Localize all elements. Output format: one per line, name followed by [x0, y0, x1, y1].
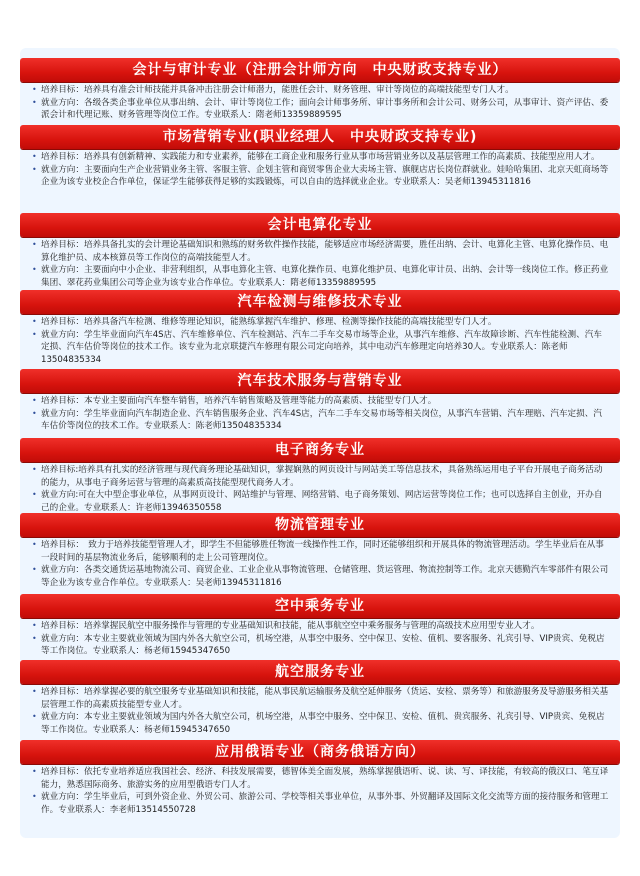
- program-section: [20, 213, 620, 289]
- bullet-icon: •: [32, 792, 37, 802]
- program-title-banner: 电子商务专业: [20, 438, 620, 462]
- bullet-icon: •: [32, 687, 37, 696]
- description-text: 就业方向：学生毕业后，可到外资企业、外贸公司、旅游公司、学校等相关事业单位，从事外事、外贸翻译及国际文化交流等方面的接待服务和管理工作。专业联系人：李老师13514550728: [41, 792, 609, 815]
- program-section: [20, 513, 620, 589]
- description-text: 培养目标：培养掌握必要的航空服务专业基础知识和技能，能从事民航运输服务及航空延伸服务（货运、安检、票务等）和旅游服务及导游服务相关基层管理工作的高素质技能型专业人才。: [41, 687, 609, 710]
- description-line: [32, 464, 610, 489]
- bullet-icon: •: [32, 152, 37, 161]
- bullet-icon: •: [32, 465, 37, 474]
- program-description: [20, 684, 620, 736]
- program-section: [20, 125, 620, 189]
- program-section: [20, 58, 620, 122]
- description-text: 培养目标：依托专业培养适应我国社会、经济、科技发展需要，德智体美全面发展，熟练掌握俄语听、说、读、写、译技能，有较高的俄汉口、笔互译能力，熟悉国际商务、旅游实务的应用型俄语专门人才。: [41, 767, 609, 790]
- description-text: 就业方向:可在大中型企事业单位，从事网页设计、网站维护与管理、网络营销、电子商务策划、网店运营等岗位工作；也可以选择自主创业，开办自己的企业。专业联系人：许老师13946350558: [41, 490, 603, 513]
- bullet-icon: •: [32, 240, 37, 249]
- description-line: [32, 395, 610, 408]
- program-description: [20, 82, 620, 122]
- description-text: 培养目标：培养具有创新精神、实践能力和专业素养，能够在工商企业和服务行业从事市场营销业务以及基层管理工作的高素质、技能型应用人才。: [41, 152, 600, 162]
- description-line: [32, 97, 610, 122]
- description-line: [32, 239, 610, 264]
- program-title-banner: 航空服务专业: [20, 660, 620, 684]
- description-text: 培养目标：培养具备扎实的会计理论基础知识和熟练的财务软件操作技能，能够适应市场经济需要，胜任出纳、会计、电算化主管、电算化操作员、电算化维护员、成本核算员等工作岗位的高端技能型人才。: [41, 240, 609, 263]
- program-title-banner: 物流管理专业: [20, 513, 620, 537]
- program-description: [20, 764, 620, 816]
- description-text: 就业方向：各类交通货运基地物流公司、商贸企业、工业企业从事物流管理、仓储管理、货运管理、物流控制等工作。北京天德勤汽车零部件有限公司等企业为该专业合作单位。专业联系人：吴老师13945311816: [41, 565, 609, 588]
- bullet-icon: •: [32, 490, 37, 500]
- program-title-banner: 市场营销专业(职业经理人 中央财政支持专业): [20, 125, 620, 149]
- bullet-icon: •: [32, 540, 37, 549]
- program-title-banner: 汽车技术服务与营销专业: [20, 369, 620, 393]
- description-text: 培养目标：培养具备汽车检测、维修等理论知识，能熟练掌握汽车维护、修理、检测等操作技能的高端技能型专门人才。: [41, 317, 497, 327]
- bullet-icon: •: [32, 317, 37, 326]
- description-text: 就业方向：学生毕业面向汽车4S店、汽车维修单位、汽车检测站、汽车二手车交易市场等企业，从事汽车维修、汽车故障诊断、汽车性能检测、汽车定损、汽车估价等岗位的技术工作。该专业为北京联捷汽车修理有限公司定向培养，其中电动汽车修理定向培养30人。专业联系人：陈老师13504835334: [41, 329, 602, 365]
- bullet-icon: •: [32, 329, 37, 339]
- bullet-icon: •: [32, 396, 37, 405]
- description-line: [32, 408, 610, 433]
- program-description: [20, 314, 620, 366]
- program-description: [20, 462, 620, 514]
- description-line: [32, 686, 610, 711]
- description-text: 就业方向：学生毕业面向汽车制造企业、汽车销售服务企业、汽车4S店，汽车二手车交易市场等相关岗位，从事汽车营销、汽车理赔、汽车定损、汽车估价等岗位的技术工作。专业联系人：陈老师13504835334: [41, 408, 602, 432]
- description-line: [32, 620, 610, 633]
- description-text: 培养目标：本专业主要面向汽车整车销售，培养汽车销售策略及管理等能力的高素质、技能型专门人才。: [41, 396, 437, 406]
- program-section: [20, 290, 620, 366]
- bullet-icon: •: [32, 408, 37, 418]
- program-title-banner: 空中乘务专业: [20, 594, 620, 618]
- bullet-icon: •: [32, 85, 37, 94]
- description-line: [32, 84, 610, 97]
- program-section: [20, 438, 620, 514]
- description-text: 就业方向：主要面向中小企业、非营利组织，从事电算化主管、电算化操作员、电算化维护员、电算化审计员、出纳、会计等一线岗位工作。修正药业集团、翠花药业集团公司等企业为该专业合作单位。专业联系人：隋老师13359889595: [41, 265, 609, 288]
- description-line: [32, 564, 610, 589]
- program-description: [20, 237, 620, 289]
- description-line: [32, 316, 610, 329]
- bullet-icon: •: [32, 164, 37, 174]
- program-title-banner: 会计与审计专业（注册会计师方向 中央财政支持专业）: [20, 58, 620, 82]
- description-text: 培养目标： 致力于培养技能型管理人才，即学生不但能够胜任物流一线操作性工作，同时还能够组织和开展具体的物流管理活动。学生毕业后在从事一段时间的基层物流业务后，能够顺利的走上公司管理岗位。: [41, 540, 604, 563]
- program-title-banner: 会计电算化专业: [20, 213, 620, 237]
- program-description: [20, 537, 620, 589]
- description-line: [32, 151, 610, 164]
- description-line: [32, 633, 610, 658]
- description-text: 培养目标：培养具有准会计师技能并具备冲击注册会计师潜力，能胜任会计、财务管理、审计等岗位的高端技能型专门人才。: [41, 85, 514, 95]
- program-description: [20, 149, 620, 189]
- bullet-icon: •: [32, 565, 37, 575]
- description-line: [32, 539, 610, 564]
- program-section: [20, 369, 620, 433]
- program-description: [20, 393, 620, 433]
- program-section: [20, 660, 620, 736]
- program-description: [20, 618, 620, 658]
- description-line: [32, 264, 610, 289]
- program-title-banner: 应用俄语专业（商务俄语方向）: [20, 740, 620, 764]
- program-section: [20, 594, 620, 658]
- bullet-icon: •: [32, 712, 37, 722]
- description-text: 培养目标：培养掌握民航空中服务操作与管理的专业基础知识和技能，能从事航空空中乘务服务与管理的高级技术应用型专业人才。: [41, 621, 540, 631]
- description-text: 培养目标:培养具有扎实的经济管理与现代商务理论基础知识，掌握娴熟的网页设计与网站美工等信息技术，具备熟练运用电子平台开展电子商务活动的能力，从事电子商务运营与管理的高素质高技能型现代商务人才。: [41, 465, 603, 488]
- description-line: [32, 489, 610, 514]
- program-section: [20, 740, 620, 816]
- description-line: [32, 329, 610, 367]
- description-line: [32, 164, 610, 189]
- bullet-icon: •: [32, 621, 37, 630]
- description-text: 就业方向：本专业主要就业领域为国内外各大航空公司，机场空港，从事空中服务、空中保卫、安检、值机、要客服务、礼宾引导、VIP贵宾、免税店等工作岗位。专业联系人：杨老师15945347650: [41, 633, 605, 657]
- program-title-banner: 汽车检测与维修技术专业: [20, 290, 620, 314]
- bullet-icon: •: [32, 633, 37, 643]
- description-text: 就业方向：本专业主要就业领域为国内外各大航空公司，机场空港，从事空中服务、空中保卫、安检、值机、贵宾服务、礼宾引导、VIP贵宾、免税店等工作岗位。专业联系人：杨老师15945347650: [41, 712, 605, 735]
- description-text: 就业方向：主要面向生产企业营销业务主管、客服主管、企划主管和商贸零售企业大卖场主管、旗舰店店长岗位群就业。娃哈哈集团、北京天虹商场等企业为该专业校企合作单位，保证学生能够获得足够的实践锻炼，可以自由的选择就业企业。专业联系人：吴老师13945311816: [41, 164, 609, 188]
- description-line: [32, 791, 610, 816]
- description-line: [32, 711, 610, 736]
- description-line: [32, 766, 610, 791]
- bullet-icon: •: [32, 265, 37, 275]
- bullet-icon: •: [32, 97, 37, 107]
- bullet-icon: •: [32, 767, 37, 776]
- description-text: 就业方向：各级各类企事业单位从事出纳、会计、审计等岗位工作；面向会计师事务所、审计事务所和会计公司、财务公司，从事审计、资产评估、委派会计和代理记账、财务管理等岗位工作。专业联系人：隋老师13359889595: [41, 97, 609, 121]
